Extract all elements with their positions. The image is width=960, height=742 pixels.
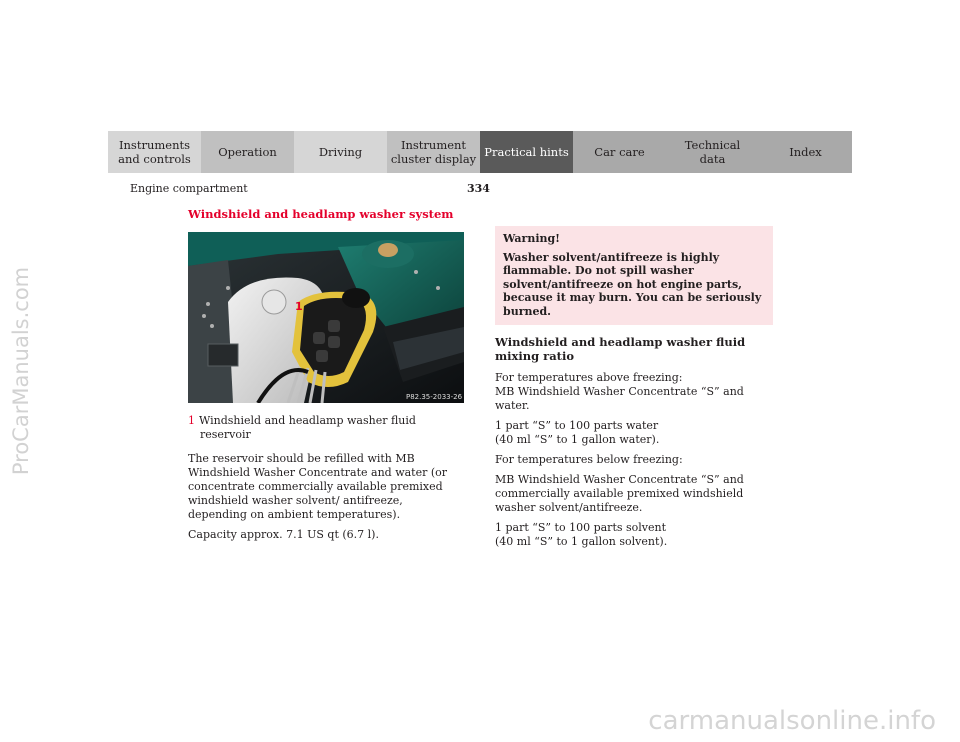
caption-text: Windshield and headlamp washer fluid reservoir — [199, 414, 416, 441]
mixing-ratio-heading: Windshield and headlamp washer fluid mixing ratio — [495, 335, 746, 363]
tab-practical-hints[interactable]: Practical hints — [480, 131, 573, 173]
above-freezing-ratio: 1 part “S” to 100 parts water (40 ml “S” to 1 gallon water). — [495, 419, 660, 446]
photo-code: P82.35-2033-26 — [406, 393, 463, 401]
tab-index[interactable]: Index — [759, 131, 852, 173]
left-column — [188, 207, 464, 548]
photo-callout-label: 1 — [295, 300, 303, 313]
right-column — [495, 226, 775, 555]
warning-text: Washer solvent/antifreeze is highly flammable. Do not spill washer solvent/antifreeze on hot engine parts, because it may burn. You can be seriously burned. — [503, 250, 762, 318]
tab-instruments-and-controls[interactable]: Instruments and controls — [108, 131, 201, 173]
side-watermark: ProCarManuals.com — [9, 266, 34, 476]
photo-caption — [188, 414, 464, 442]
tab-technical-data[interactable]: Technical data — [666, 131, 759, 173]
warning-title: Warning! — [503, 232, 561, 245]
chapter-tabs — [108, 131, 852, 173]
capacity-paragraph: Capacity approx. 7.1 US qt (6.7 l). — [188, 528, 379, 541]
bottom-watermark: carmanualsonline.info — [648, 706, 936, 736]
below-freezing-label: For temperatures below freezing: — [495, 453, 683, 466]
tab-car-care[interactable]: Car care — [573, 131, 666, 173]
page-number: 334 — [467, 182, 490, 195]
engine-compartment-photo — [188, 232, 464, 403]
tab-operation[interactable]: Operation — [201, 131, 294, 173]
below-freezing-ratio: 1 part “S” to 100 parts solvent (40 ml “S” to 1 gallon solvent). — [495, 521, 668, 548]
section-heading: Windshield and headlamp washer system — [188, 207, 454, 221]
caption-number: 1 — [188, 414, 195, 427]
warning-box — [495, 226, 773, 325]
section-title: Engine compartment — [130, 182, 248, 195]
reservoir-paragraph: The reservoir should be refilled with MB Windshield Washer Concentrate and water (or concentrate commercially available premixed windshield washer solvent/ antifreeze, depending on ambient temperatures). — [188, 452, 448, 521]
below-freezing-paragraph: MB Windshield Washer Concentrate “S” and commercially available premixed windshield washer solvent/antifreeze. — [495, 473, 744, 514]
tab-driving[interactable]: Driving — [294, 131, 387, 173]
above-freezing-paragraph: For temperatures above freezing: MB Windshield Washer Concentrate “S” and water. — [495, 371, 744, 412]
tab-instrument-cluster-display[interactable]: Instrument cluster display — [387, 131, 480, 173]
